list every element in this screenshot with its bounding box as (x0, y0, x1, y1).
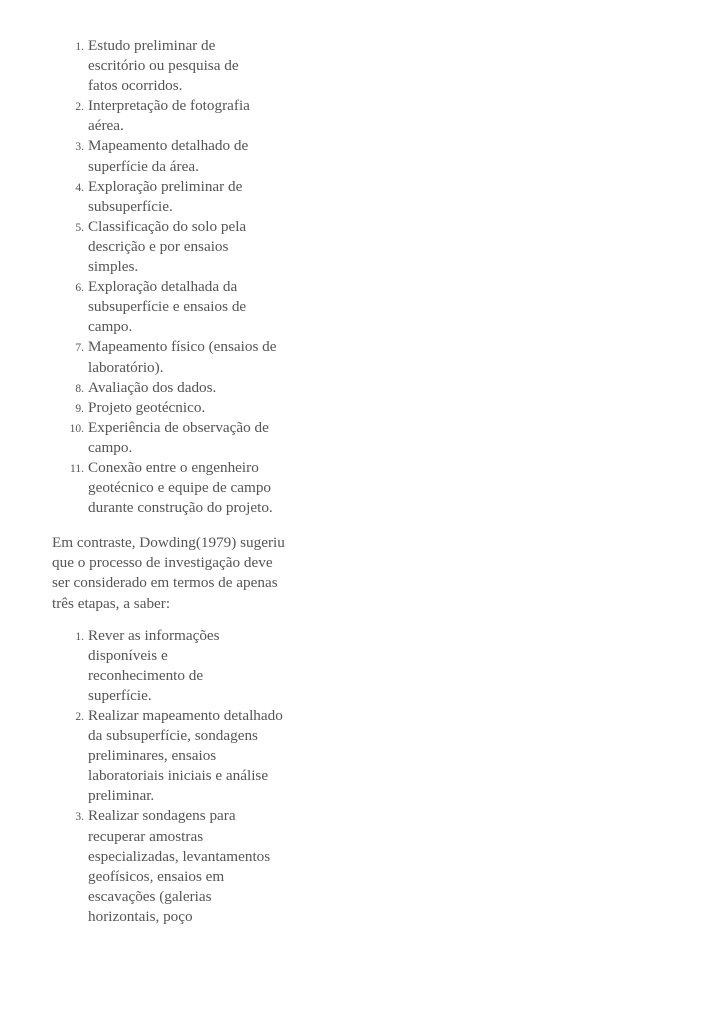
list-item-number: 9. (75, 402, 84, 415)
list-item-text: Mapeamento detalhado de superfície da área. (88, 137, 249, 175)
list-item-number: 10. (69, 422, 84, 435)
list-item-text: Projeto geotécnico. (88, 398, 206, 416)
list-item-number: 8. (75, 382, 84, 395)
list-item-text: Interpretação de fotografia aérea. (88, 97, 250, 135)
list-item (52, 217, 288, 277)
list-item (52, 806, 288, 927)
list-item (52, 378, 288, 398)
list-item-text: Realizar sondagens para recuperar amostras especializadas, levantamentos geofísicos, ensaios em escavações (galerias horizontais, poço (88, 807, 271, 925)
list-item-number: 2. (75, 711, 84, 723)
investigation-steps-list (52, 36, 288, 518)
list-item-number: 2. (75, 101, 84, 114)
list-item (52, 36, 288, 96)
list-item-text: Realizar mapeamento detalhado da subsuperfície, sondagens preliminares, ensaios laboratoriais iniciais e análise preliminar. (88, 707, 283, 805)
list-item-text: Classificação do solo pela descrição e por ensaios simples. (88, 217, 247, 276)
list-item (52, 398, 288, 418)
list-item (52, 706, 288, 806)
list-item-text: Estudo preliminar de escritório ou pesquisa de fatos ocorridos. (88, 37, 239, 95)
body-paragraph: Em contraste, Dowding(1979) sugeriu que o processo de investigação deve ser considerado em termos de apenas três etapas, a saber: (52, 534, 285, 612)
list-item-number: 3. (75, 141, 84, 154)
text-column (52, 36, 288, 927)
list-item (52, 177, 288, 217)
list-item-number: 1. (75, 630, 84, 643)
list-item-number: 6. (75, 282, 84, 295)
list-item-text: Exploração preliminar de subsuperfície. (88, 177, 243, 215)
list-item (52, 418, 288, 458)
list-item-number: 1. (75, 41, 84, 53)
list-item-number: 5. (75, 221, 84, 234)
list-item-text: Mapeamento físico (ensaios de laboratório). (88, 338, 277, 376)
list-item-text: Exploração detalhada da subsuperfície e ensaios de campo. (88, 278, 247, 336)
list-item (52, 277, 288, 337)
list-item-number: 3. (75, 811, 84, 824)
list-item (52, 458, 288, 518)
list-item-text: Rever as informações disponíveis e reconhecimento de superfície. (88, 626, 220, 704)
list-item-number: 7. (75, 342, 84, 355)
list-item (52, 337, 288, 377)
list-item-number: 4. (75, 181, 84, 194)
list-item-text: Experiência de observação de campo. (88, 418, 269, 456)
list-item-text: Conexão entre o engenheiro geotécnico e equipe de campo durante construção do projeto. (88, 458, 273, 517)
list-item (52, 626, 288, 706)
list-item-text: Avaliação dos dados. (88, 378, 217, 396)
list-item (52, 96, 288, 136)
dowding-steps-list (52, 626, 288, 927)
list-item-number: 11. (70, 462, 84, 475)
list-item (52, 136, 288, 176)
